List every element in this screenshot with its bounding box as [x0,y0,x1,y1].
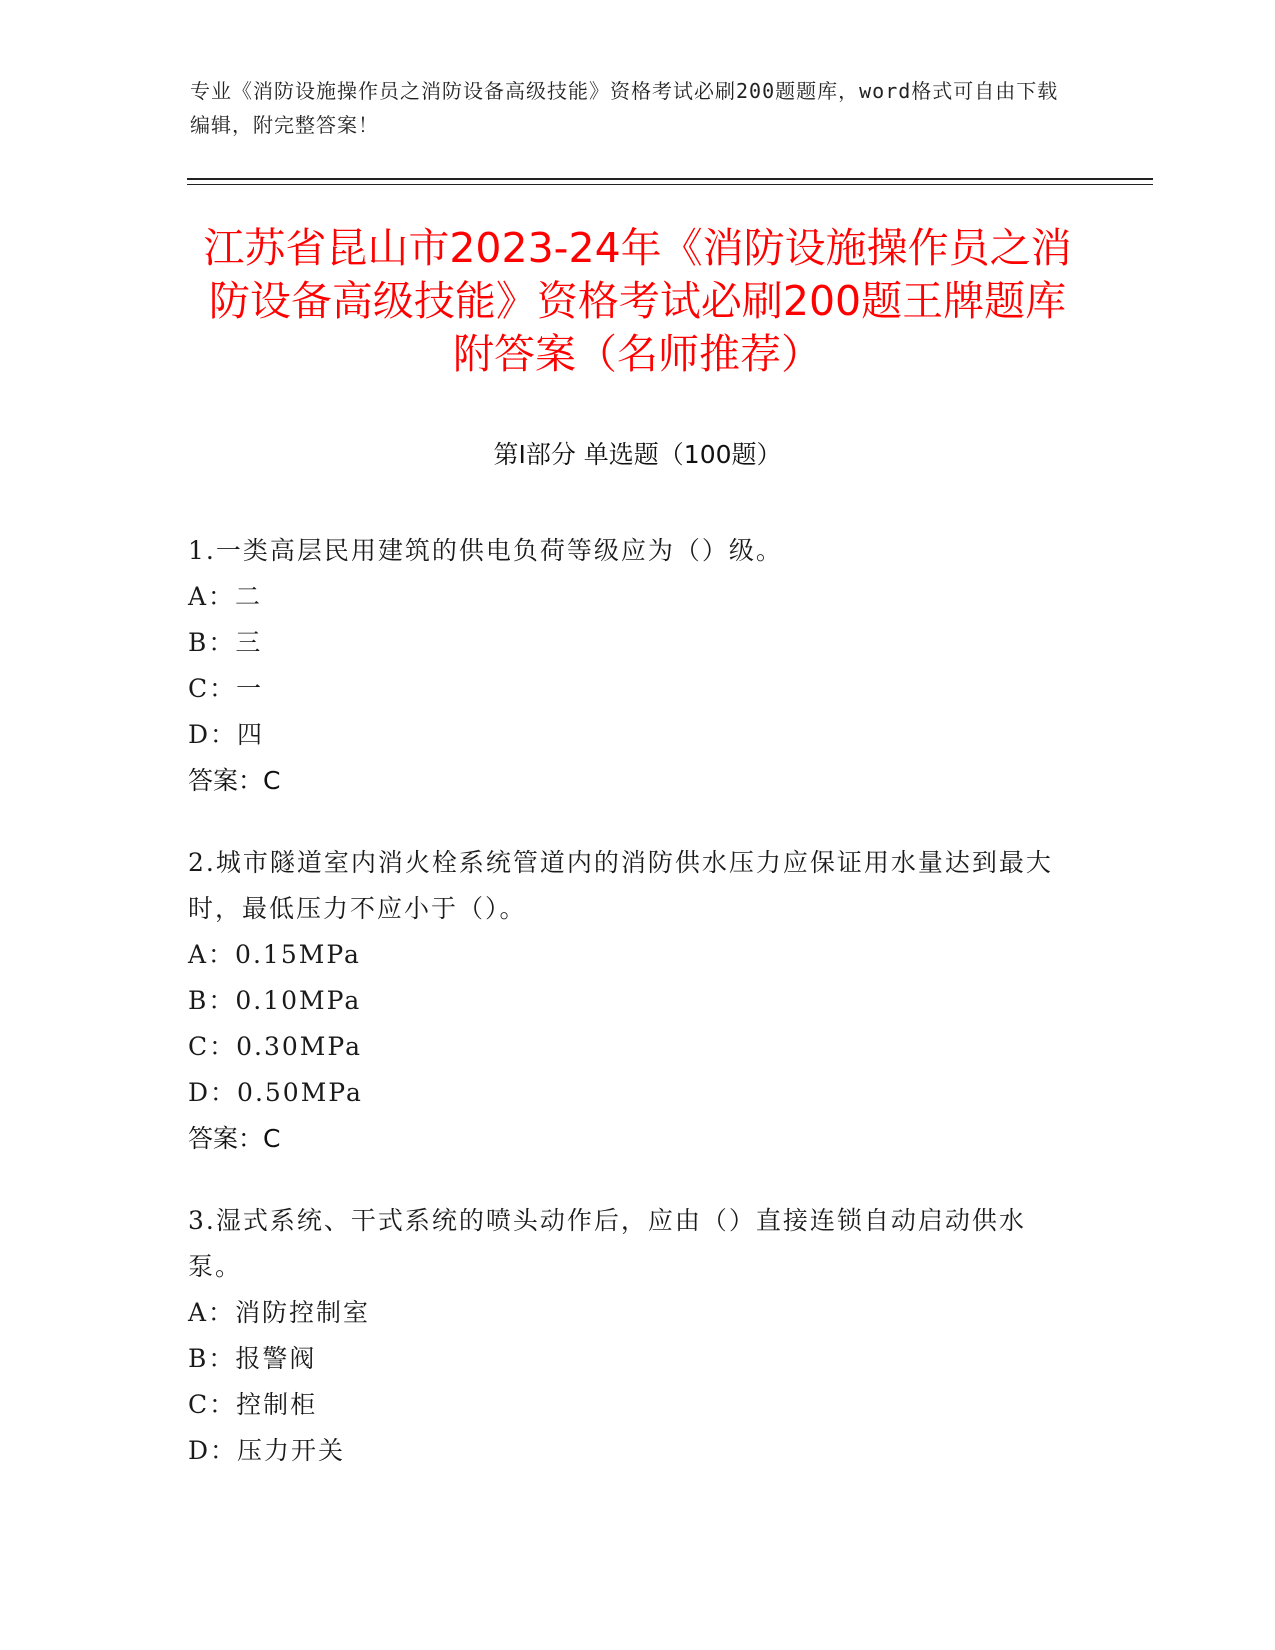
option-a: A：消防控制室 [188,1298,371,1327]
header-rule-thin [187,184,1153,185]
answer: 答案：C [188,1124,281,1153]
option-d: D：压力开关 [188,1436,346,1465]
option-a: A：0.15MPa [188,940,361,969]
section-title: 第Ⅰ部分 单选题（100题） [493,440,782,469]
document-title: 江苏省昆山市2023-24年《消防设施操作员之消防设备高级技能》资格考试必刷200题王牌题库附答案（名师推荐） [203,224,1072,378]
question-stem: 2.城市隧道室内消火栓系统管道内的消防供水压力应保证用水量达到最大时，最低压力不应小于（）。 [188,848,1053,923]
option-c: C：一 [188,674,264,703]
option-c: C：控制柜 [188,1390,318,1419]
option-b: B：三 [188,628,263,657]
question-1 [188,528,1068,804]
header-rule-thick [187,178,1153,180]
option-d: D：0.50MPa [188,1078,363,1107]
answer: 答案：C [188,766,281,795]
option-b: B：报警阀 [188,1344,317,1373]
option-a: A：二 [188,582,263,611]
question-stem: 1.一类高层民用建筑的供电负荷等级应为（）级。 [188,536,783,565]
question-3 [188,1198,1068,1474]
option-b: B：0.10MPa [188,986,362,1015]
question-list [188,528,1068,1510]
option-d: D：四 [188,720,265,749]
question-2 [188,840,1068,1162]
header-note: 专业《消防设施操作员之消防设备高级技能》资格考试必刷200题题库，word格式可自由下载编辑，附完整答案！ [190,79,1059,137]
question-stem: 3.湿式系统、干式系统的喷头动作后，应由（）直接连锁自动启动供水泵。 [188,1206,1026,1281]
option-c: C：0.30MPa [188,1032,362,1061]
